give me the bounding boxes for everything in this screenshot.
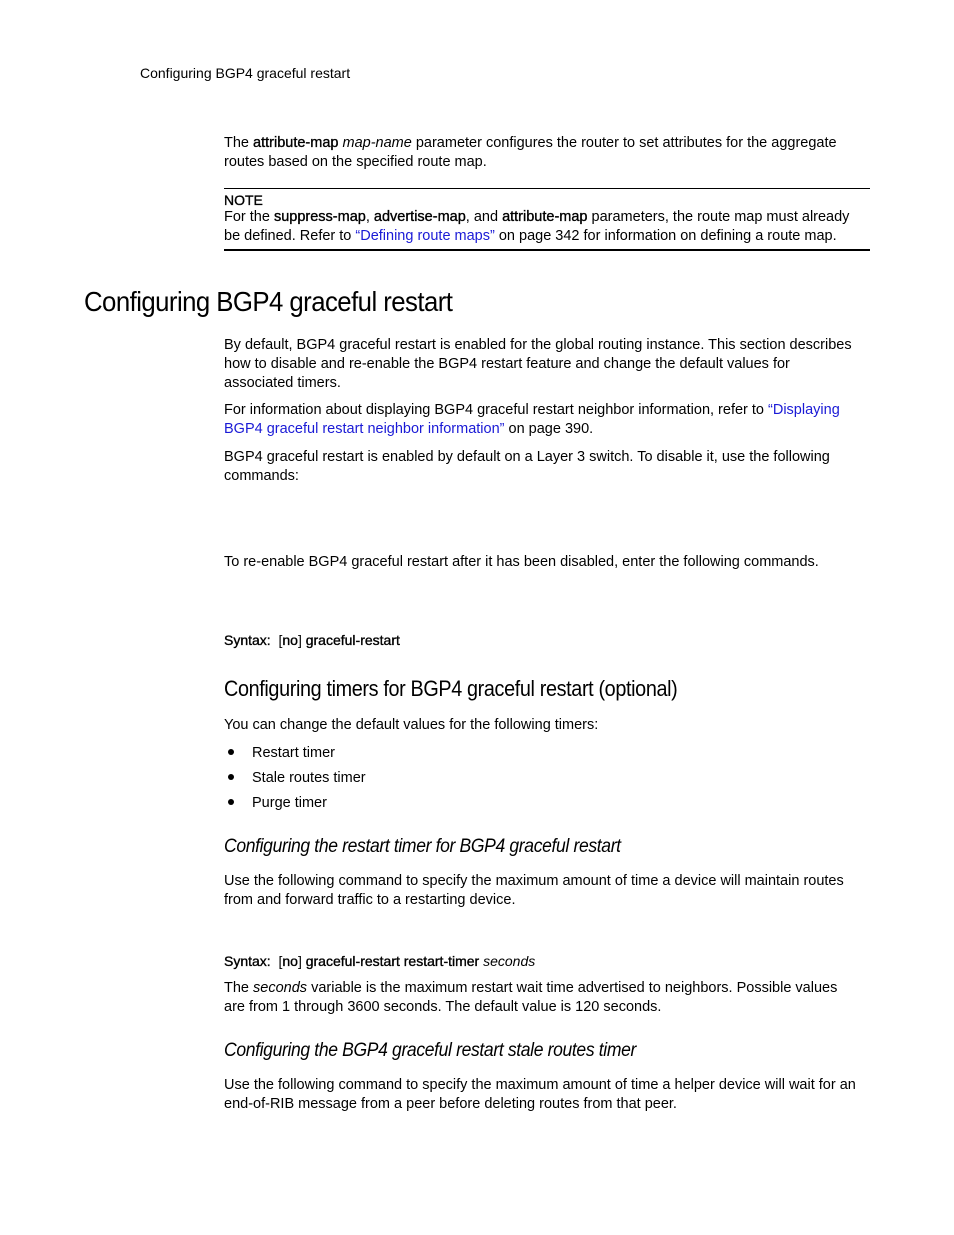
restart-timer-paragraph: Use the following command to specify the maximum amount of time a device will maintain routes from and forward traffic to a restarting device. (224, 873, 844, 908)
bullet-icon (228, 749, 234, 755)
suppress-map-keyword: suppress-map (273, 209, 366, 225)
displaying-neighbor-info-link[interactable]: “Displaying (768, 402, 840, 418)
syntax-restart-timer: Syntax: [no] graceful-restart restart-timer seconds (224, 953, 536, 969)
note-text: For the suppress-map, advertise-map, and attribute-map parameters, the route map must already be defined. Refer to “Defining route maps” on page 342 for information on defining a route map. (224, 209, 850, 244)
note-top-rule (224, 188, 870, 189)
map-name-variable: map-name (342, 135, 412, 151)
bullet-icon (228, 799, 234, 805)
note-label: NOTE (224, 192, 263, 208)
displaying-neighbor-info-link-cont[interactable]: BGP4 graceful restart neighbor information” (224, 421, 505, 437)
attribute-map-keyword: attribute-map (253, 135, 339, 151)
stale-timer-paragraph: Use the following command to specify the maximum amount of time a helper device will wait for an end-of-RIB message from a peer before deleting routes from that peer. (224, 1077, 856, 1112)
advertise-map-keyword: advertise-map (373, 209, 466, 225)
attribute-map-paragraph: The attribute-map map-name parameter configures the router to set attributes for the aggregate routes based on the specified route map. (224, 135, 837, 170)
intro-paragraph: By default, BGP4 graceful restart is enabled for the global routing instance. This section describes how to disable and re-enable the BGP4 restart feature and change the default values for associated timers. (224, 337, 852, 391)
restart-timer-title: Configuring the restart timer for BGP4 graceful restart (224, 835, 621, 857)
seconds-description: The seconds variable is the maximum restart wait time advertised to neighbors. Possible values are from 1 through 3600 seconds. The default value is 120 seconds. (224, 980, 838, 1015)
syntax-graceful-restart: Syntax: [no] graceful-restart (224, 632, 400, 648)
reenable-paragraph: To re-enable BGP4 graceful restart after it has been disabled, enter the following commands. (224, 554, 819, 570)
list-item: Purge timer (252, 795, 327, 811)
stale-timer-title: Configuring the BGP4 graceful restart stale routes timer (224, 1039, 636, 1061)
disable-paragraph: BGP4 graceful restart is enabled by default on a Layer 3 switch. To disable it, use the following commands: (224, 449, 830, 484)
running-header: Configuring BGP4 graceful restart (140, 65, 351, 81)
bullet-icon (228, 774, 234, 780)
note-bottom-rule (224, 249, 870, 251)
list-item: Restart timer (252, 745, 335, 761)
timers-intro: You can change the default values for the following timers: (224, 717, 599, 733)
defining-route-maps-link[interactable]: “Defining route maps” (355, 228, 495, 244)
list-item: Stale routes timer (252, 770, 366, 786)
section-title: Configuring BGP4 graceful restart (84, 286, 453, 317)
timers-subsection-title: Configuring timers for BGP4 graceful restart (optional) (224, 676, 678, 701)
attribute-map-keyword: attribute-map (502, 209, 588, 225)
display-info-paragraph: For information about displaying BGP4 graceful restart neighbor information, refer to “Displaying BGP4 graceful restart neighbor information” on page 390. (224, 402, 840, 437)
